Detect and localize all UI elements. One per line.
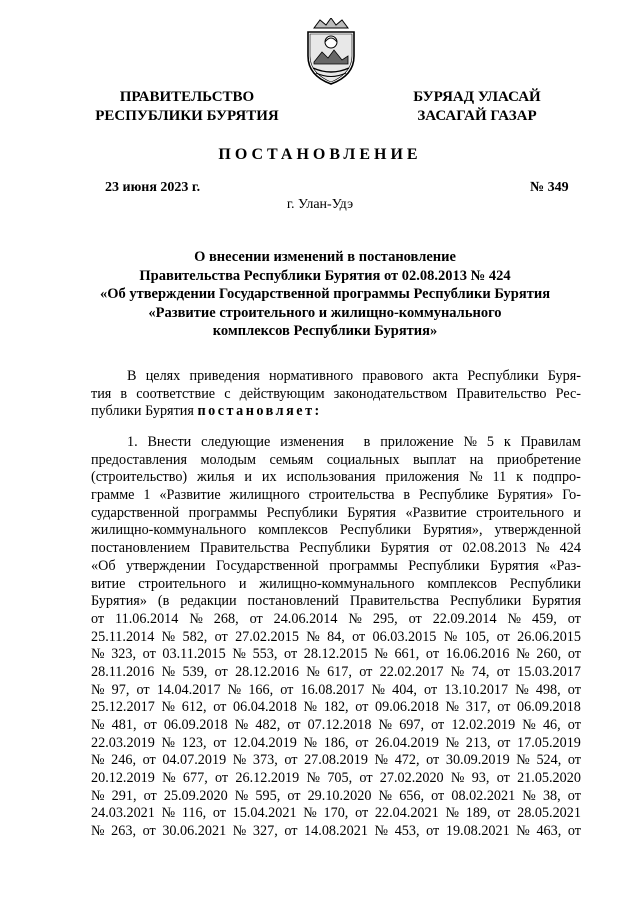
header-left [82,88,292,126]
preamble-line2: тия в соответствие с действующим законодательством Правительство Рес- [91,385,581,402]
text-line: 28.11.2016 № 539, от 28.12.2016 № 617, от 22.02.2017 № 74, от 15.03.2017 [91,663,581,680]
text-line: № 291, от 25.09.2020 № 595, от 29.10.2020 № 656, от 08.02.2021 № 38, от [91,787,581,804]
text-line: 1. Внести следующие изменения в приложение № 5 к Правилам [127,434,581,450]
text-line [91,386,581,404]
document-type: ПОСТАНОВЛЕНИЕ [218,146,422,163]
text-line [91,403,581,421]
title-line: «Об утверждении Государственной программы Республики Бурятия [99,286,551,302]
text-line: № 263, от 30.06.2021 № 327, от 14.08.2021 № 453, от 19.08.2021 № 463, от [91,823,581,840]
text-line: 22.03.2019 № 123, от 12.04.2019 № 186, от 26.04.2019 № 213, от 17.05.2019 [91,734,581,751]
coat-of-arms-emblem-icon [304,18,358,86]
text-line: № 97, от 14.04.2017 № 166, от 16.08.2017 № 404, от 13.10.2017 № 498, от [91,681,581,698]
preamble-line3-text: публики Бурятия [91,403,194,420]
title-line: «Развитие строительного и жилищно-коммунального [148,304,502,321]
text-line: (строительство) жилья и их использования приложения № 11 к подпро- [91,469,581,486]
text-line: № 481, от 06.09.2018 № 482, от 07.12.2018 № 697, от 12.02.2019 № 46, от [91,717,581,733]
text-line: грамме 1 «Развитие жилищного строительства в Республике Бурятия» Го- [91,487,581,504]
text-line: Бурятия» (в редакции постановлений Правительства Республики Бурятия [91,593,581,610]
text-line: № 246, от 04.07.2019 № 373, от 27.08.2019 № 472, от 30.09.2019 № 524, от [91,752,581,769]
text-line: № 323, от 03.11.2015 № 553, от 28.12.2015 № 661, от 16.06.2016 № 260, от [91,646,581,663]
title-line: О внесении изменений в постановление [194,249,456,265]
header-right [382,88,572,126]
text-line: предоставления молодым семьям социальных выплат на приобретение [91,451,581,468]
text-line: от 11.06.2014 № 268, от 24.06.2014 № 295, от 22.09.2014 № 459, от [91,610,581,627]
header-right-line1: БУРЯАД УЛАСАЙ [413,89,541,105]
preamble-paragraph [91,368,581,421]
document-date: 23 июня 2023 г. [105,180,201,195]
paragraph-1 [91,434,581,841]
document-city: г. Улан-Удэ [286,197,354,212]
document-number: № 349 [530,180,569,195]
header-left-line2: РЕСПУБЛИКИ БУРЯТИЯ [95,108,279,124]
text-line: 25.12.2017 № 612, от 06.04.2018 № 182, от 09.06.2018 № 317, от 06.09.2018 [91,699,581,716]
header-right-line2: ЗАСАГАЙ ГАЗАР [417,108,537,124]
text-line: 20.12.2019 № 677, от 26.12.2019 № 705, от 27.02.2020 № 93, от 21.05.2020 [91,770,581,787]
title-line: Правительства Республики Бурятия от 02.08.2013 № 424 [139,267,511,284]
text-line: сударственной программы Республики Бурятия «Развитие строительного и [91,504,581,521]
text-line: витие строительного и жилищно-коммунального комплексов Республики [91,575,581,592]
text-line: «Об утверждении Государственной программы Республики Бурятия «Раз- [91,557,581,574]
text-line [91,368,581,386]
title-line: комплексов Республики Бурятия» [212,323,438,339]
text-line: 24.03.2021 № 116, от 15.04.2021 № 170, от 22.04.2021 № 189, от 28.05.2021 [91,805,581,822]
document-title [60,248,590,341]
text-line: 25.11.2014 № 582, от 27.02.2015 № 84, от 06.03.2015 № 105, от 26.06.2015 [91,628,581,645]
header-left-line1: ПРАВИТЕЛЬСТВО [119,89,255,105]
decree-keyword: постановляет: [197,403,322,420]
text-line: постановлением Правительства Республики Бурятия от 02.08.2013 № 424 [91,540,581,557]
preamble-line1: В целях приведения нормативного правового акта Республики Буря- [127,368,581,384]
text-line: жилищно-коммунального комплексов Республики Бурятия», утвержденной [91,522,581,539]
